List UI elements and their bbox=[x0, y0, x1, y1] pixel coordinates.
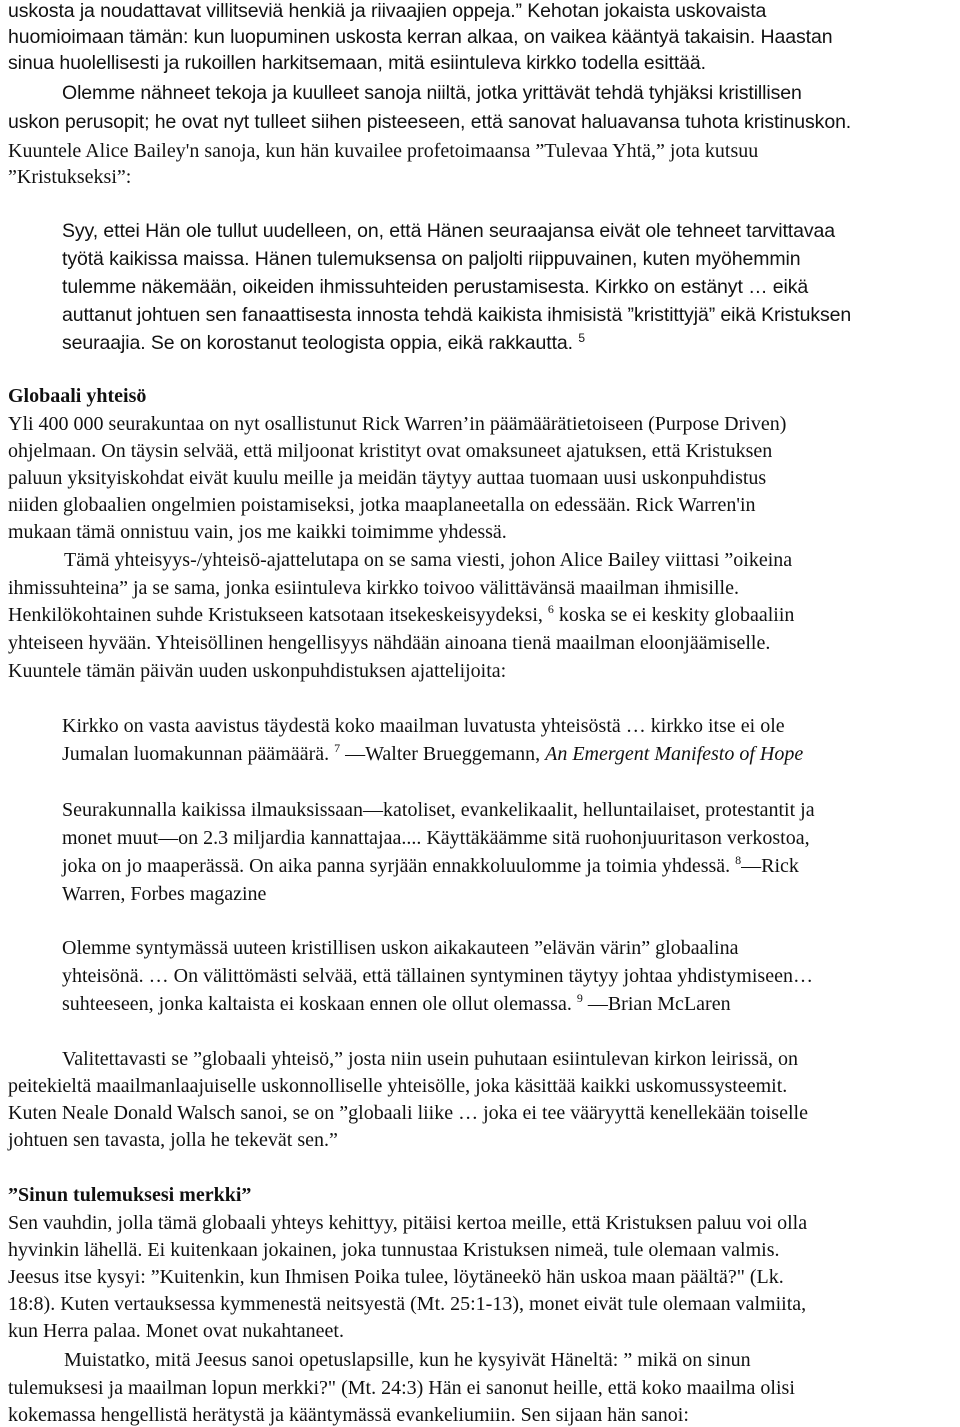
mclaren-quote-line-2: yhteisönä. … On välittömästi selvää, että tällainen syntyminen täytyy johtaa yhdistymiseen… bbox=[62, 965, 813, 987]
sign-para1-line-4: 18:8). Kuten vertauksessa kymmenestä neitsyestä (Mt. 25:1-13), monet eivät tule olemaan valmiita, bbox=[8, 1293, 807, 1315]
brueggemann-quote-line-2 bbox=[62, 741, 804, 765]
intro-line-5: uskon perusopit; he ovat nyt tulleet siihen pisteeseen, että sanovat haluavansa tuhota kristinuskon. bbox=[8, 111, 852, 133]
bailey-quote-line-5 bbox=[62, 331, 585, 354]
footnote-marker: 9 bbox=[576, 991, 583, 1005]
global-para1-line-4: niiden globaalien ongelmien poistamiseksi, jotka maaplaneetalla on edessään. Rick Warren'in bbox=[8, 494, 756, 516]
sign-para1-line-3: Jeesus itse kysyi: ”Kuitenkin, kun Ihmisen Poika tulee, löytäneekö hän uskoa maan päältä?" (Lk. bbox=[8, 1266, 784, 1288]
mclaren-quote-text: suhteeseen, jonka kaltaista ei koskaan ennen ole ollut olemassa. bbox=[62, 993, 572, 1015]
bailey-quote-line-3: tulemme näkemään, oikeiden ihmissuhteiden perustamisesta. Kirkko on estänyt … eikä bbox=[62, 276, 809, 298]
brueggemann-attribution: —Walter Brueggemann, bbox=[345, 743, 541, 765]
footnote-marker: 6 bbox=[547, 602, 554, 616]
bailey-intro-line-2: ”Kristukseksi”: bbox=[8, 166, 132, 188]
warren-quote-text: joka on jo maaperässä. On aika panna syrjään ennakkoluulomme ja toimia yhdessä. bbox=[62, 855, 731, 877]
walsch-para-line-2: peitekieltä maailmanlaajuiselle uskonnolliselle yhteisölle, joka käsittää kaikki uskomussysteemit. bbox=[8, 1075, 788, 1097]
bailey-quote-text: seuraajia. Se on korostanut teologista oppia, eikä rakkautta. bbox=[62, 332, 573, 354]
sign-para1-line-2: hyvinkin lähellä. Ei kuitenkaan jokainen, joka tunnustaa Kristuksen nimeä, tule olemaan valmis. bbox=[8, 1239, 780, 1261]
sign-para2-line-3: kokemassa hengellistä herätystä ja kääntymässä evankeliumiin. Sen sijaan hän sanoi: bbox=[8, 1404, 689, 1426]
global-para1-line-1: Yli 400 000 seurakuntaa on nyt osallistunut Rick Warren’in päämäärätietoiseen (Purpose Driven) bbox=[8, 413, 787, 435]
brueggemann-quote-text: Jumalan luomakunnan päämäärä. bbox=[62, 743, 330, 765]
sign-para2-line-1: Muistatko, mitä Jeesus sanoi opetuslapsille, kun he kysyivät Häneltä: ” mikä on sinun bbox=[64, 1349, 751, 1371]
footnote-marker: 5 bbox=[578, 331, 585, 345]
footnote-marker: 7 bbox=[334, 741, 341, 755]
global-para1-line-5: mukaan tämä onnistuu vain, jos me kaikki toimimme yhdessä. bbox=[8, 521, 507, 543]
global-para2-line-1: Tämä yhteisyys-/yhteisö-ajattelutapa on se sama viesti, johon Alice Bailey viittasi ”oikeina bbox=[64, 549, 793, 571]
global-para1-line-3: paluun yksityiskohdat eivät kuulu meille ja meidän täytyy auttaa tuomaan uusi uskonpuhdistus bbox=[8, 467, 767, 489]
footnote-marker: 8 bbox=[735, 853, 742, 867]
section-heading-sign: ”Sinun tulemuksesi merkki” bbox=[8, 1184, 252, 1206]
walsch-para-line-4: johtuen sen tavasta, jolla he tekevät sen.” bbox=[8, 1129, 338, 1151]
bailey-quote-line-4: auttanut johtuen sen fanaattisesta innosta tehdä kaikista ihmisistä ”kristittyjä” eikä Kristuksen bbox=[62, 304, 852, 326]
walsch-para-line-3: Kuten Neale Donald Walsch sanoi, se on ”globaali liike … joka ei tee vääryyttä kenellekään toiselle bbox=[8, 1102, 808, 1124]
bailey-intro-line-1: Kuuntele Alice Bailey'n sanoja, kun hän kuvailee profetoimaansa ”Tulevaa Yhtä,” jota kutsuu bbox=[8, 140, 759, 162]
global-para1-line-2: ohjelmaan. On täysin selvää, että miljoonat kristityt ovat omaksuneet ajatuksen, että Kristuksen bbox=[8, 440, 773, 462]
warren-quote-line-4: Warren, Forbes magazine bbox=[62, 883, 267, 905]
brueggemann-quote-line-1: Kirkko on vasta aavistus täydestä koko maailman luvatusta yhteisöstä … kirkko itse ei ole bbox=[62, 715, 785, 737]
mclaren-quote-line-1: Olemme syntymässä uuteen kristillisen uskon aikakauteen ”elävän värin” globaalina bbox=[62, 937, 739, 959]
brueggemann-book-title: An Emergent Manifesto of Hope bbox=[545, 743, 804, 765]
sign-para1-line-5: kun Herra palaa. Monet ovat nukahtaneet. bbox=[8, 1320, 344, 1342]
global-para2-line-4: yhteiseen hyvään. Yhteisöllinen hengellisyys nähdään ainoana tienä maailman eloonjäämiselle. bbox=[8, 632, 771, 654]
warren-quote-line-1: Seurakunnalla kaikissa ilmauksissaan—katoliset, evankelikaalit, helluntailaiset, protestantit ja bbox=[62, 799, 815, 821]
bailey-quote-line-2: työtä kaikissa maissa. Hänen tulemuksensa on paljolti riippuvainen, kuten myöhemmin bbox=[62, 248, 801, 270]
intro-line-3: sinua huolellisesti ja rukoillen harkitsemaan, mitä esiintuleva kirkko todella esittää. bbox=[8, 52, 706, 74]
mclaren-attribution: —Brian McLaren bbox=[587, 993, 731, 1015]
global-para2-line-2: ihmissuhteina” ja se sama, jonka esiintuleva kirkko toivoo välittävänsä maailman ihmisille. bbox=[8, 577, 739, 599]
mclaren-quote-line-3 bbox=[62, 991, 731, 1015]
global-para2-line-5: Kuuntele tämän päivän uuden uskonpuhdistuksen ajattelijoita: bbox=[8, 660, 507, 682]
bailey-quote-line-1: Syy, ettei Hän ole tullut uudelleen, on, että Hänen seuraajansa eivät ole tehneet tarvittavaa bbox=[62, 220, 836, 242]
warren-quote-line-3 bbox=[62, 853, 799, 877]
intro-line-1: uskosta ja noudattavat villitseviä henkiä ja riivaajien oppeja.” Kehotan jokaista uskovaista bbox=[8, 0, 767, 22]
global-para2-line-3-post: koska se ei keskity globaaliin bbox=[558, 604, 795, 626]
sign-para1-line-1: Sen vauhdin, jolla tämä globaali yhteys kehittyy, pitäisi kertoa meille, että Kristuksen paluu voi olla bbox=[8, 1212, 808, 1234]
sign-para2-line-2: tulemuksesi ja maailman lopun merkki?" (Mt. 24:3) Hän ei sanonut heille, että koko maailma olisi bbox=[8, 1377, 795, 1399]
warren-attribution: —Rick bbox=[741, 855, 799, 877]
intro-line-4: Olemme nähneet tekoja ja kuulleet sanoja niiltä, jotka yrittävät tehdä tyhjäksi kristillisen bbox=[62, 82, 802, 104]
global-para2-line-3 bbox=[8, 602, 795, 626]
global-para2-line-3-pre: Henkilökohtainen suhde Kristukseen katsotaan itsekeskeisyydeksi, bbox=[8, 604, 543, 626]
section-heading-global: Globaali yhteisö bbox=[8, 385, 147, 407]
warren-quote-line-2: monet muut—on 2.3 miljardia kannattajaa.... Käyttäkäämme sitä ruohonjuuritason verkostoa, bbox=[62, 827, 810, 849]
walsch-para-line-1: Valitettavasti se ”globaali yhteisö,” josta niin usein puhutaan esiintulevan kirkon leirissä, on bbox=[62, 1048, 798, 1070]
intro-line-2: huomioimaan tämän: kun luopuminen uskosta kerran alkaa, on vaikea kääntyä takaisin. Haastan bbox=[8, 26, 833, 48]
